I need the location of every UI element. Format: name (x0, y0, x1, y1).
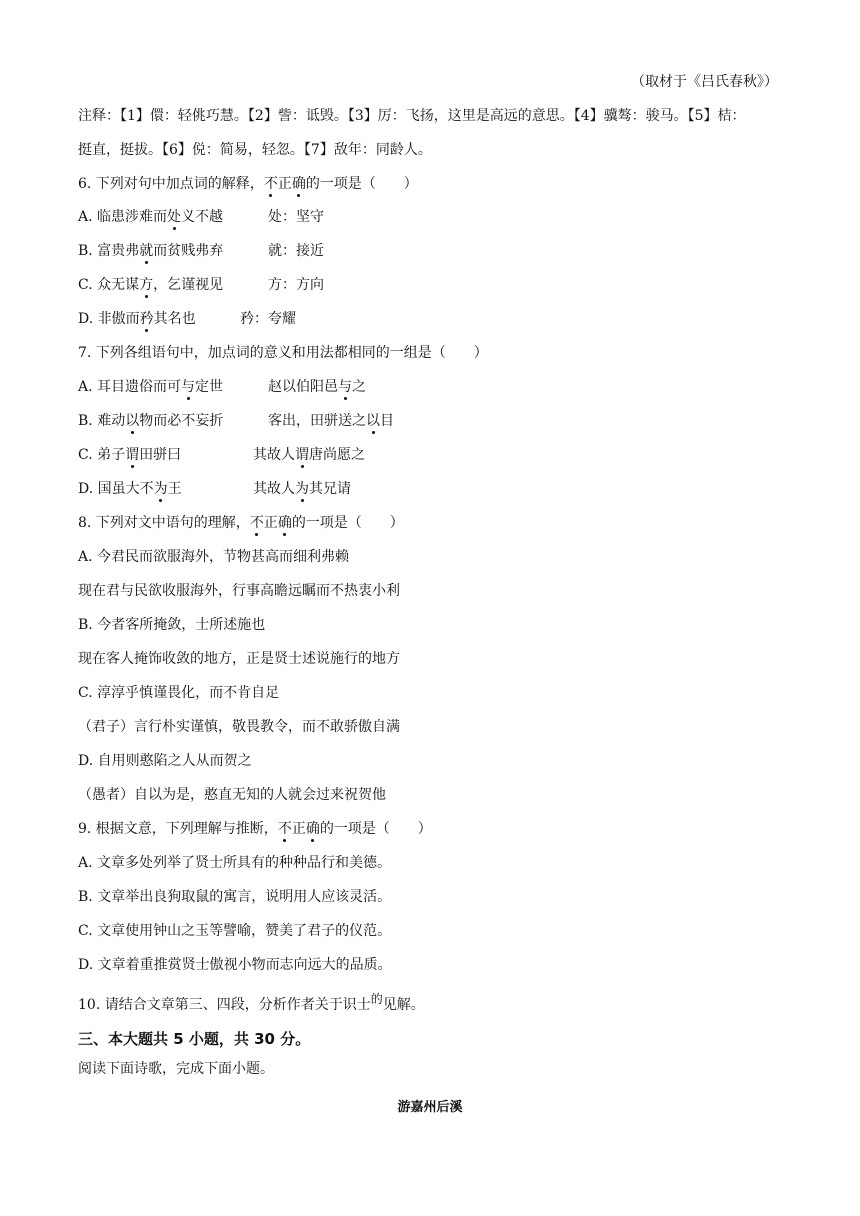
option-text: C. 弟子 (78, 447, 126, 463)
option-text: 唐尚愿之 (309, 447, 365, 463)
question-9-option-c: C. 文章使用钟山之玉等譬喻，赞美了君子的仪范。 (78, 923, 392, 939)
stem-text: 正 (291, 821, 306, 837)
question-9-option-b: B. 文章举出良狗取鼠的寓言，说明用人应该灵活。 (78, 889, 392, 905)
option-text: 目 (380, 413, 394, 429)
dotted-char: 确 (291, 176, 306, 192)
question-7-option-a-pair (268, 378, 366, 396)
notes-line-2: 挺直，挺拔。【6】侻：简易，轻忽。【7】敌年：同龄人。 (78, 142, 432, 158)
question-6-option-a (78, 208, 223, 226)
option-text: 而贫贱弗弃 (153, 243, 224, 259)
stem-text: 10. 请结合文章第三、四段，分析作者关于识士 (78, 997, 371, 1013)
dotted-char: 矜 (139, 311, 154, 327)
question-9-option-a: A. 文章多处列举了贤士所具有的种种品行和美德。 (78, 855, 392, 871)
stem-text: 6. 下列对句中加点词的解释， (78, 176, 264, 192)
question-7-option-c (78, 446, 181, 464)
question-9-option-d: D. 文章着重推赏贤士傲视小物而志向远大的品质。 (78, 957, 392, 973)
question-6-gloss-a: 处：坚守 (268, 209, 324, 225)
option-text: 赵以伯阳邑 (268, 379, 338, 395)
dotted-char: 不 (263, 176, 278, 192)
dotted-char: 与 (338, 379, 352, 395)
option-text: 定世 (195, 379, 224, 395)
stem-text: 的一项是（ ） (291, 515, 404, 531)
dotted-char: 确 (305, 821, 320, 837)
stem-text: 的一项是（ ） (305, 176, 418, 192)
question-7-option-d (78, 480, 182, 498)
question-6-option-d (78, 310, 196, 328)
option-text: 田骈曰 (139, 447, 182, 463)
question-7-stem: 7. 下列各组语句中，加点词的意义和用法都相同的一组是（ ） (78, 345, 488, 361)
question-7-option-b-pair (268, 412, 394, 430)
question-8-line: B. 今者客所掩敛，士所述施也 (78, 617, 266, 633)
stem-text: 见解。 (382, 997, 425, 1013)
dotted-char: 为 (153, 481, 168, 497)
question-10-stem (78, 992, 425, 1014)
stem-text: 正 (277, 176, 292, 192)
superscript-char: 的 (370, 992, 383, 1006)
question-8-line: D. 自用则憨陷之人从而贺之 (78, 753, 252, 769)
option-text: ，乞谨视见 (153, 277, 224, 293)
option-text: 物而必不妄折 (139, 413, 224, 429)
dotted-char: 不 (249, 515, 264, 531)
option-text: D. 国虽大不 (78, 481, 154, 497)
option-text: 王 (167, 481, 182, 497)
question-6-gloss-b: 就：接近 (268, 243, 324, 259)
option-text: 义不越 (181, 209, 224, 225)
option-text: B. 富贵弗 (78, 243, 140, 259)
dotted-char: 确 (277, 515, 292, 531)
notes-line-1: 注释：【1】儇：轻佻巧慧。【2】訾：诋毁。【3】厉：飞扬，这里是高远的意思。【4】骥骜：骏马。【5】桔： (78, 108, 746, 124)
poem-title: 游嘉州后溪 (397, 1100, 463, 1115)
question-8-line: （愚者）自以为是，憨直无知的人就会过来祝贺他 (78, 787, 386, 803)
dotted-char: 为 (295, 481, 309, 497)
dotted-char: 不 (277, 821, 292, 837)
question-6-gloss-d: 矜：夸耀 (240, 311, 296, 327)
question-7-option-a (78, 378, 223, 396)
option-text: 其名也 (153, 311, 196, 327)
option-text: D. 非傲而 (78, 311, 140, 327)
option-text: 之 (352, 379, 366, 395)
question-6-option-b (78, 242, 223, 260)
option-text: C. 众无谋 (78, 277, 140, 293)
question-8-line: 现在客人掩饰收敛的地方，正是贤士述说施行的地方 (78, 651, 400, 667)
question-7-option-c-pair (253, 446, 365, 464)
option-text: A. 耳目遗俗而可 (78, 379, 182, 395)
question-9-stem (78, 820, 432, 838)
question-6-option-c (78, 276, 223, 294)
option-text: 客出，田骈送之 (268, 413, 366, 429)
reading-instruction: 阅读下面诗歌，完成下面小题。 (78, 1061, 274, 1077)
option-text: A. 临患涉难而 (78, 209, 168, 225)
question-8-line: C. 淳淳乎慎谨畏化，而不肯自足 (78, 685, 280, 701)
dotted-char: 以 (366, 413, 380, 429)
question-7-option-b (78, 412, 223, 430)
source-citation: （取材于《吕氏春秋》） (631, 74, 778, 90)
dotted-char: 就 (139, 243, 154, 259)
question-6-stem (78, 175, 418, 193)
option-text: 其故人 (253, 447, 295, 463)
stem-text: 正 (263, 515, 278, 531)
question-6-gloss-c: 方：方向 (268, 277, 324, 293)
dotted-char: 与 (181, 379, 196, 395)
question-8-line: （君子）言行朴实谨慎，敬畏教令，而不敢骄傲自满 (78, 719, 400, 735)
dotted-char: 以 (125, 413, 140, 429)
dotted-char: 处 (167, 209, 182, 225)
stem-text: 8. 下列对文中语句的理解， (78, 515, 250, 531)
question-8-line: 现在君与民欲收服海外，行事高瞻远瞩而不热衷小利 (78, 583, 400, 599)
stem-text: 9. 根据文意，下列理解与推断， (78, 821, 278, 837)
option-text: 其兄请 (309, 481, 351, 497)
stem-text: 的一项是（ ） (319, 821, 432, 837)
question-8-stem (78, 514, 404, 532)
dotted-char: 方 (139, 277, 154, 293)
question-8-line: A. 今君民而欲服海外，节物甚高而细利弗赖 (78, 549, 350, 565)
question-7-option-d-pair (253, 480, 351, 498)
section-heading: 三、本大题共 5 小题，共 30 分。 (78, 1030, 311, 1048)
option-text: B. 难动 (78, 413, 126, 429)
dotted-char: 谓 (125, 447, 140, 463)
option-text: 其故人 (253, 481, 295, 497)
dotted-char: 谓 (295, 447, 309, 463)
